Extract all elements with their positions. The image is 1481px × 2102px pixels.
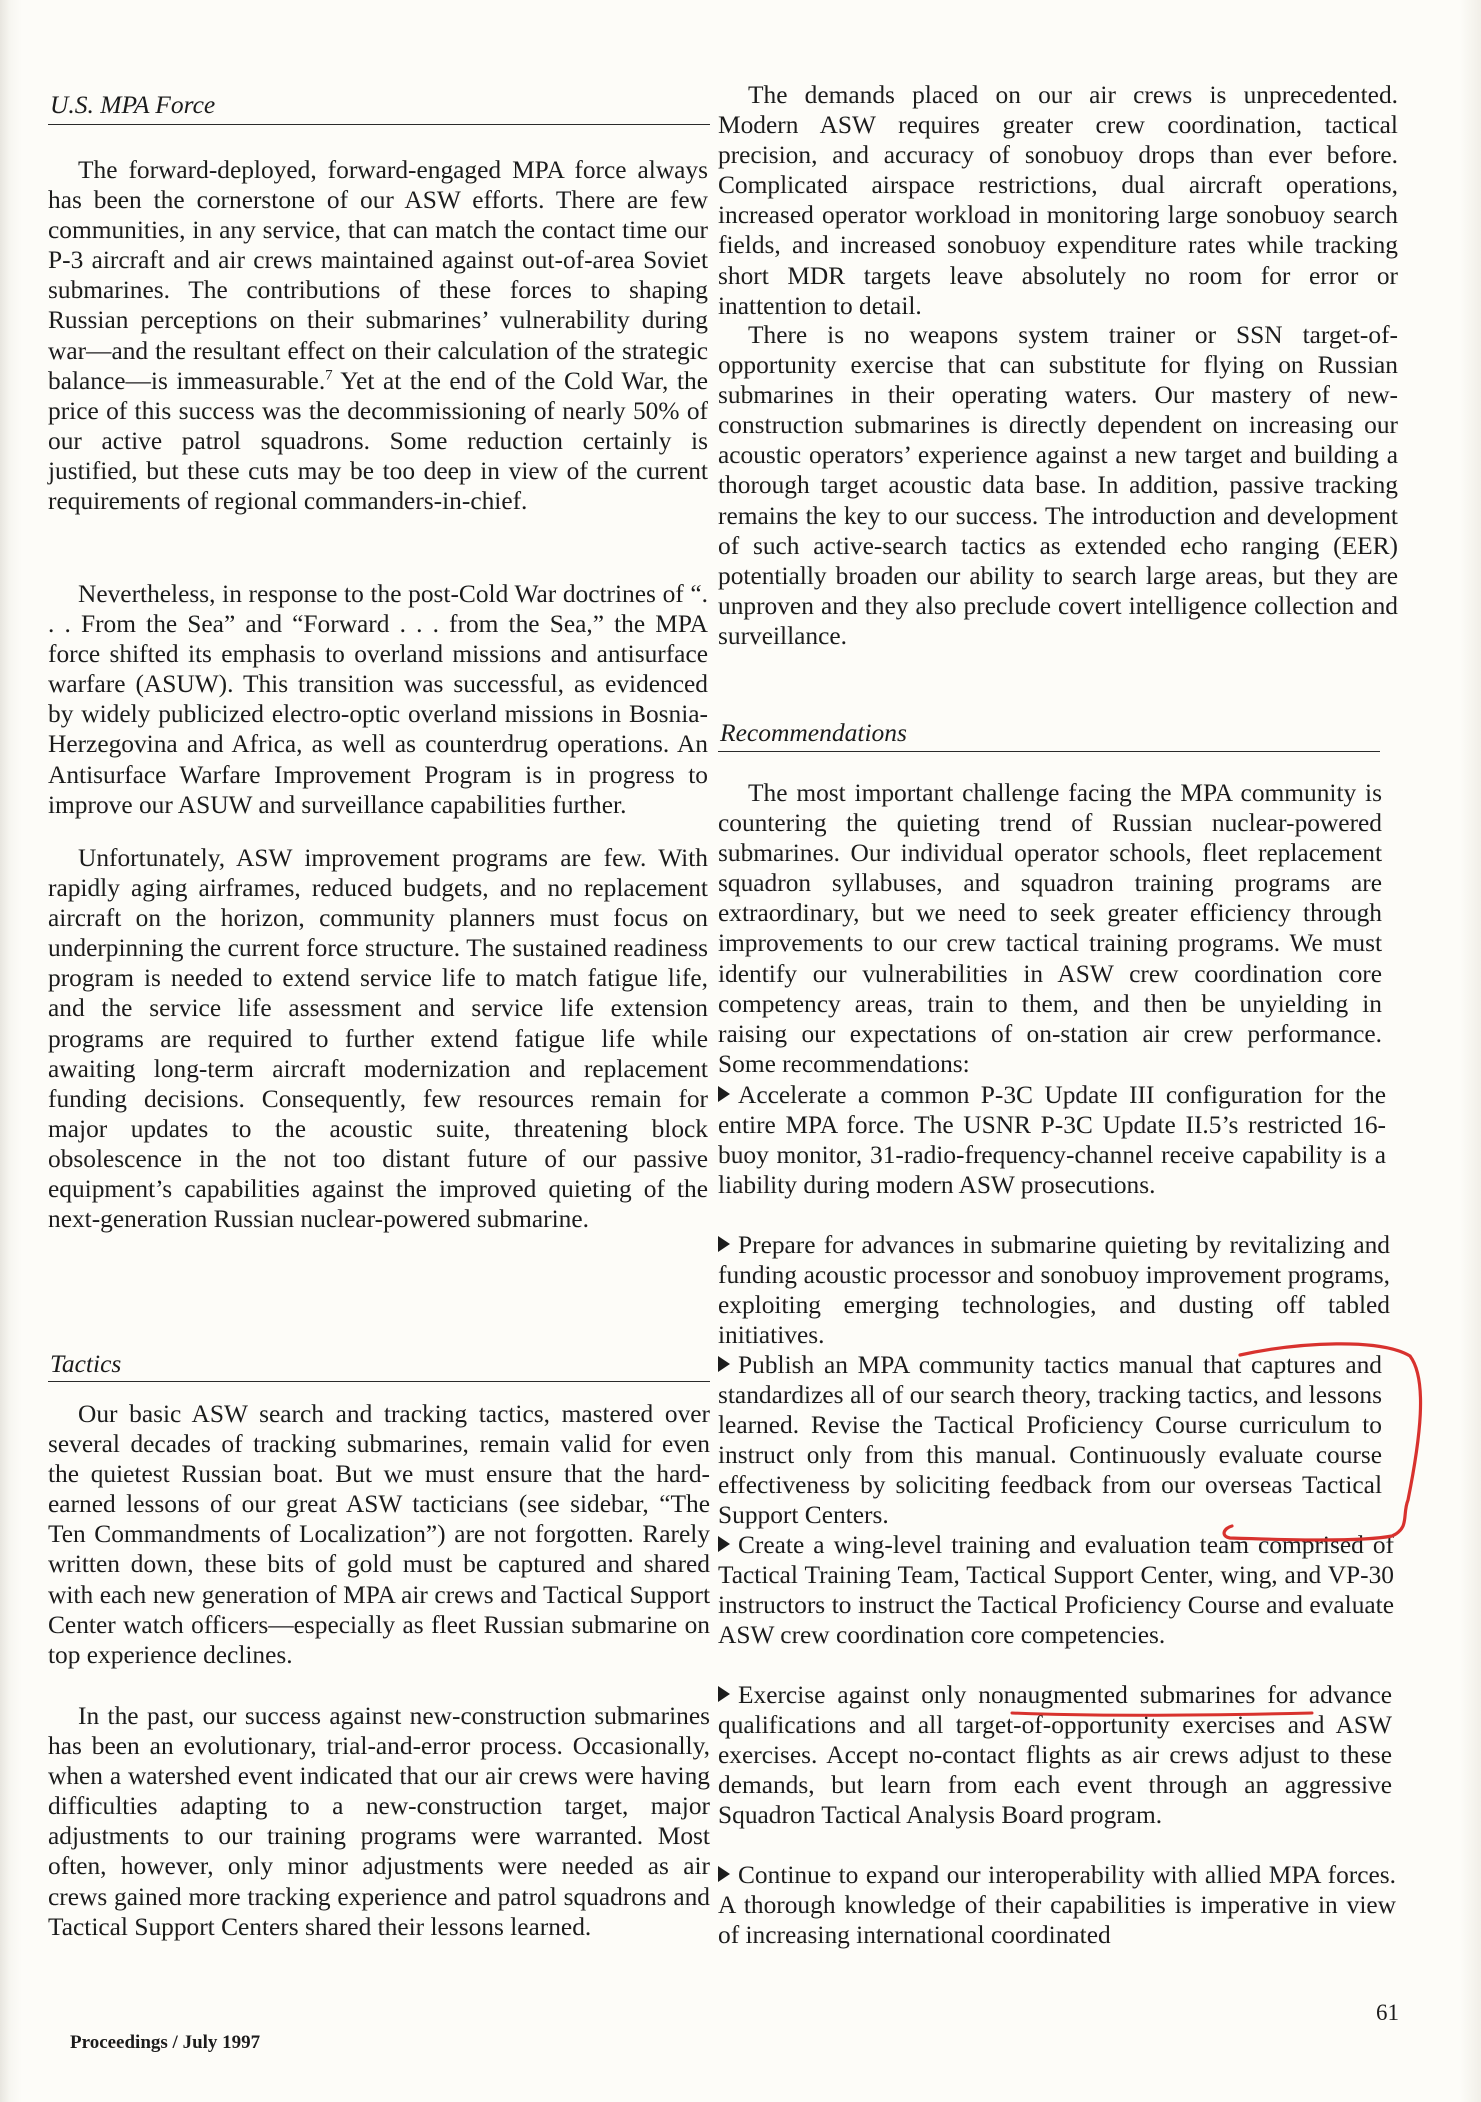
paragraph: The most important challenge facing the MPA community is countering the quieting trend of Russian nuclear-powered submarines. Our individual operator schools, fleet replacement squadron syllabuses, and squadron training programs are extraordinary, but we need to seek greater efficiency through improvements to our crew tactical training programs. We must identify our vulnerabilities in ASW crew coordination core competency areas, train to them, and then be unyielding in raising our expectations of on-station air crew performance. Some recommendations: <box>718 779 1382 1078</box>
page-number: 61 <box>1376 2000 1399 2025</box>
bullet-item <box>718 1860 1396 1950</box>
section-heading-tactics: Tactics <box>50 1349 122 1378</box>
bullet-item <box>718 1680 1392 1830</box>
section-rule <box>718 751 1380 752</box>
triangle-bullet-icon <box>718 1686 730 1702</box>
section-rule <box>48 124 710 125</box>
paragraph: In the past, our success against new-construction submarines has been an evolutionary, trial-and-error process. Occasionally, when a watershed event indicated that our air crews were having difficulties adapting to a new-construction target, major adjustments to our training programs were warranted. Most often, however, only minor adjustments were needed as air crews gained more tracking experience and patrol squadrons and Tactical Support Centers shared their lessons learned. <box>48 1702 710 1941</box>
bullet-item <box>718 1080 1386 1200</box>
bullet-item <box>718 1530 1394 1650</box>
bullet-text: Continue to expand our interoperability with allied MPA forces. A thorough knowledge of their capabilities is imperative in view of increasing international coordinated <box>718 1861 1396 1950</box>
paragraph: The demands placed on our air crews is unprecedented. Modern ASW requires greater crew coordination, tactical precision, and accuracy of sonobuoy drops than ever before. Complicated airspace restrictions, dual aircraft operations, increased operator workload in monitoring large sonobuoy search fields, and increased sonobuoy expenditure rates while tracking short MDR targets leave absolutely no room for error or inattention to detail. <box>718 81 1398 320</box>
bullet-text: Create a wing-level training and evaluation team comprised of Tactical Training Team, Tactical Support Center, wing, and VP-30 instructors to instruct the Tactical Proficiency Course and evaluate ASW crew coordination core competencies. <box>718 1531 1394 1650</box>
bullet-item <box>718 1230 1390 1350</box>
bullet-item <box>718 1350 1382 1531</box>
section-heading-mpa-force: U.S. MPA Force <box>50 90 216 119</box>
triangle-bullet-icon <box>718 1866 730 1882</box>
paragraph: Our basic ASW search and tracking tactics, mastered over several decades of tracking submarines, remain valid for even the quietest Russian boat. But we must ensure that the hard-earned lessons of our great ASW tacticians (see sidebar, “The Ten Commandments of Localization”) are not forgotten. Rarely written down, these bits of gold must be captured and shared with each new generation of MPA air crews and Tactical Support Center watch officers—especially as fleet Russian submarine on top experience declines. <box>48 1400 710 1669</box>
paragraph: Nevertheless, in response to the post-Cold War doctrines of “. . . From the Sea” and “Forward . . . from the Sea,” the MPA force shifted its emphasis to overland missions and antisurface warfare (ASUW). This transition was successful, as evidenced by widely publicized electro-optic overland missions in Bosnia-Herzegovina and Africa, as well as counterdrug operations. An Antisurface Warfare Improvement Program is in progress to improve our ASUW and surveillance capabilities further. <box>48 580 708 819</box>
bullet-text: Publish an MPA community tactics manual that captures and standardizes all of our search theory, tracking tactics, and lessons learned. Revise the Tactical Proficiency Course curriculum to instruct only from this manual. Continuously evaluate course effectiveness by soliciting feedback from our overseas Tactical Support Centers. <box>718 1351 1382 1530</box>
section-heading-recommendations: Recommendations <box>720 718 907 747</box>
paragraph: Unfortunately, ASW improvement programs are few. With rapidly aging airframes, reduced budgets, and no replacement aircraft on the horizon, community planners must focus on underpinning the current force structure. The sustained readiness program is needed to extend service life to match fatigue life, and the service life assessment and service life extension programs are required to further extend fatigue life while awaiting long-term aircraft modernization and replacement funding decisions. Consequently, few resources remain for major updates to the acoustic suite, threatening block obsolescence in the not too distant future of our passive equipment’s capabilities against the improved quieting of the next-generation Russian nuclear-powered submarine. <box>48 844 708 1234</box>
paragraph: There is no weapons system trainer or SSN target-of-opportunity exercise that can substitute for flying on Russian submarines in their operating waters. Our mastery of new-construction submarines is directly dependent on increasing our acoustic operators’ experience against a new target and building a thorough target acoustic data base. In addition, passive tracking remains the key to our success. The introduction and development of such active-search tactics as extended echo ranging (EER) potentially broaden our ability to search large areas, but they are unproven and they also preclude covert intelligence collection and surveillance. <box>718 321 1398 650</box>
publication-footer: Proceedings / July 1997 <box>70 2032 261 2053</box>
triangle-bullet-icon <box>718 1356 730 1372</box>
triangle-bullet-icon <box>718 1236 730 1252</box>
section-rule <box>48 1381 710 1382</box>
footnote-marker: 7 <box>325 367 333 384</box>
triangle-bullet-icon <box>718 1086 730 1102</box>
paragraph-text: Yet at the end of the Cold War, the price of this success was the decommissioning of nearly 50% of our active patrol squadrons. Some reduction certainly is justified, but these cuts may be too deep in view of the current requirements of regional commanders-in-chief. <box>48 366 708 516</box>
triangle-bullet-icon <box>718 1536 730 1552</box>
bullet-text: Accelerate a common P-3C Update III configuration for the entire MPA force. The USNR P-3C Update II.5’s restricted 16-buoy monitor, 31-radio-frequency-channel receive capability is a liability during modern ASW prosecutions. <box>718 1081 1386 1200</box>
bullet-text: Prepare for advances in submarine quieting by revitalizing and funding acoustic processor and sonobuoy improvement programs, exploiting emerging technologies, and dusting off tabled initiatives. <box>718 1231 1390 1350</box>
bullet-text: Exercise against only nonaugmented submarines for advance qualifications and all target-of-opportunity exercises and ASW exercises. Accept no-contact flights as air crews adjust to these demands, but learn from each event through an aggressive Squadron Tactical Analysis Board program. <box>718 1681 1392 1830</box>
paragraph <box>48 155 708 516</box>
paragraph-text: The forward-deployed, forward-engaged MPA force always has been the cornerstone of our ASW efforts. There are few communities, in any service, that can match the contact time our P-3 aircraft and air crews maintained against out-of-area Soviet submarines. The contributions of these forces to shaping Russian perceptions on their submarines’ vulnerability during war—and the resultant effect on their calculation of the strategic balance—is immeasurable. <box>48 156 708 395</box>
